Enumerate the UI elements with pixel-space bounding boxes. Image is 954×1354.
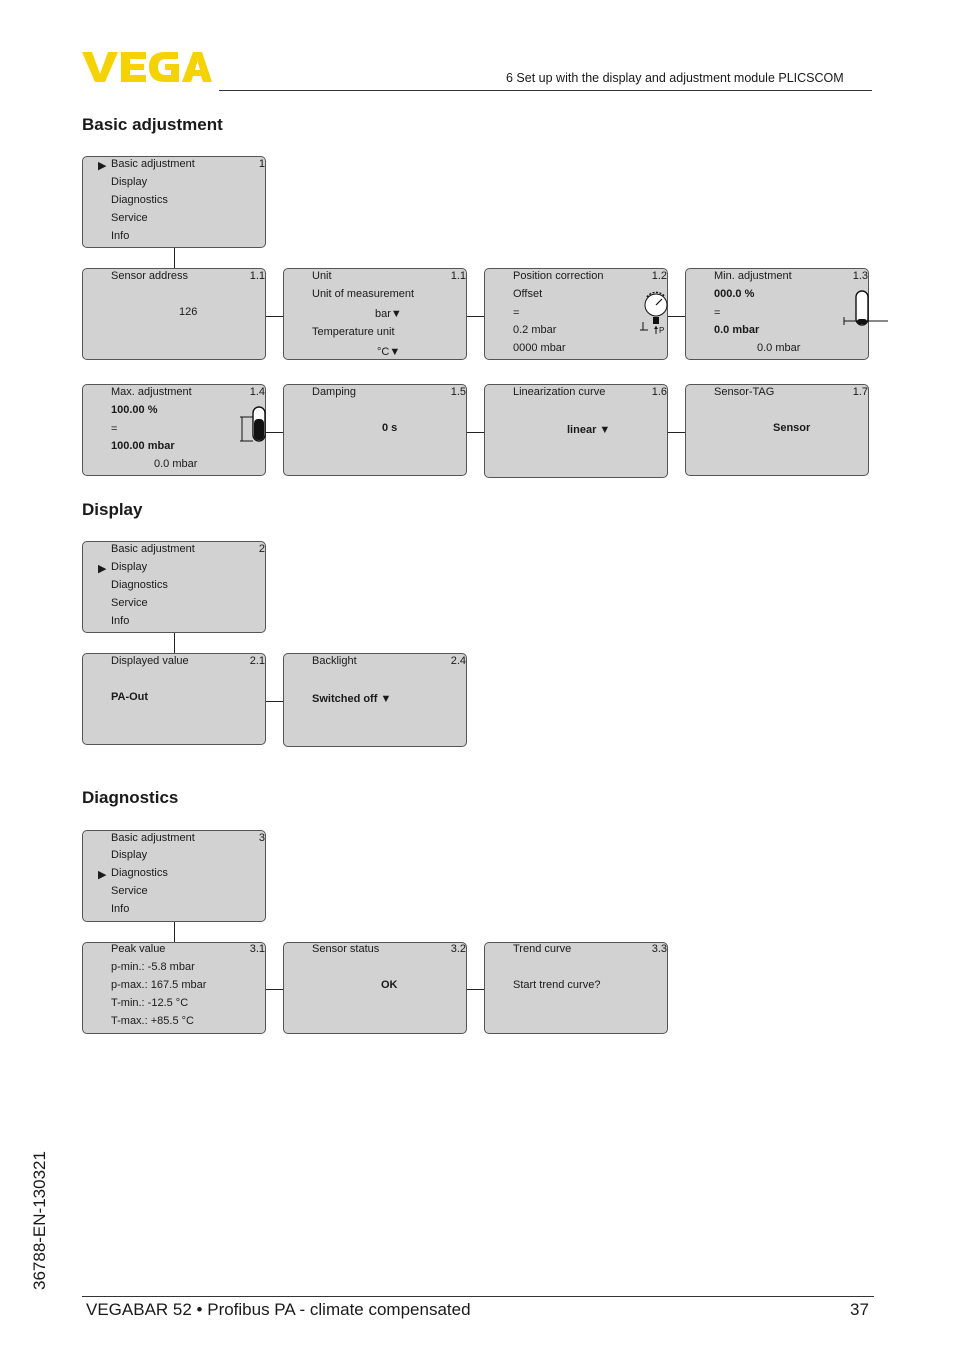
connector xyxy=(266,316,283,317)
tank-min-level-icon xyxy=(842,289,888,331)
main-menu-diagnostics: Basic adjustment Display ▶ Diagnostics Service Info 3 xyxy=(82,830,266,922)
box-unit: Unit 1.1 Unit of measurement bar▼ Temperature unit °C▼ xyxy=(283,268,467,360)
section-title-basic: Basic adjustment xyxy=(82,115,223,134)
connector xyxy=(174,633,175,653)
menu-pointer-icon: ▶ xyxy=(98,869,107,881)
linearization-select: linear ▼ xyxy=(567,424,611,436)
box-displayed-value: Displayed value 2.1 PA-Out xyxy=(82,653,266,745)
section-title-diagnostics: Diagnostics xyxy=(82,788,179,807)
document-code: 36788-EN-130321 xyxy=(30,1151,49,1290)
unit-select: bar▼ xyxy=(375,308,402,320)
box-max-adjustment: Max. adjustment 1.4 100.00 % = 100.00 mbar 0.0 mbar xyxy=(82,384,266,476)
sensor-address-value: 126 xyxy=(179,306,198,318)
main-menu-basic: ▶ Basic adjustment Display Diagnostics Service Info 1 xyxy=(82,156,266,248)
displayed-value: PA-Out xyxy=(111,691,149,703)
box-sensor-tag: Sensor-TAG 1.7 Sensor xyxy=(685,384,869,476)
connector xyxy=(467,989,484,990)
dropdown-arrow-icon: ▼ xyxy=(389,346,401,358)
box-sensor-status: Sensor status 3.2 OK xyxy=(283,942,467,1034)
connector xyxy=(266,701,283,702)
dropdown-arrow-icon: ▼ xyxy=(390,308,402,320)
box-position-correction: Position correction 1.2 Offset = 0.2 mbar 0000 mbar P xyxy=(484,268,668,360)
connector xyxy=(668,316,685,317)
connector xyxy=(174,248,175,268)
connector xyxy=(266,989,283,990)
footer-title: VEGABAR 52 • Profibus PA - climate compensated xyxy=(86,1300,471,1319)
box-peak-value: Peak value 3.1 p-min.: -5.8 mbar p-max.: 167.5 mbar T-min.: -12.5 °C T-max.: +85.5 °C xyxy=(82,942,266,1034)
box-backlight: Backlight 2.4 Switched off ▼ xyxy=(283,653,467,747)
temp-unit-select: °C▼ xyxy=(377,346,401,358)
main-menu-display: Basic adjustment ▶ Display Diagnostics Service Info 2 xyxy=(82,541,266,633)
box-min-adjustment: Min. adjustment 1.3 000.0 % = 0.0 mbar 0.0 mbar xyxy=(685,268,869,360)
box-linearization: Linearization curve 1.6 linear ▼ xyxy=(484,384,668,478)
dropdown-arrow-icon: ▼ xyxy=(599,424,611,436)
page-number: 37 xyxy=(850,1300,869,1319)
pressure-gauge-icon xyxy=(639,289,669,337)
connector xyxy=(266,432,283,433)
connector xyxy=(467,432,484,433)
box-sensor-address: Sensor address 1.1 126 xyxy=(82,268,266,360)
dropdown-arrow-icon: ▼ xyxy=(380,693,392,705)
box-trend-curve: Trend curve 3.3 Start trend curve? xyxy=(484,942,668,1034)
backlight-select: Switched off ▼ xyxy=(312,693,392,705)
svg-text:P: P xyxy=(659,326,665,335)
connector xyxy=(668,432,685,433)
menu-pointer-icon: ▶ xyxy=(98,563,107,575)
damping-value: 0 s xyxy=(382,422,398,434)
sensor-tag-value: Sensor xyxy=(773,422,811,434)
section-title-display: Display xyxy=(82,500,143,519)
vega-logo xyxy=(82,50,212,84)
menu-pointer-icon: ▶ xyxy=(98,160,107,172)
box-damping: Damping 1.5 0 s xyxy=(283,384,467,476)
footer-rule xyxy=(82,1296,874,1297)
header-rule xyxy=(219,90,872,91)
tank-max-level-icon xyxy=(239,405,271,445)
sensor-status-value: OK xyxy=(381,979,398,991)
connector xyxy=(467,316,484,317)
connector xyxy=(174,922,175,942)
trend-curve-prompt: Start trend curve? xyxy=(513,979,601,991)
chapter-header: 6 Set up with the display and adjustment module PLICSCOM xyxy=(506,71,844,85)
